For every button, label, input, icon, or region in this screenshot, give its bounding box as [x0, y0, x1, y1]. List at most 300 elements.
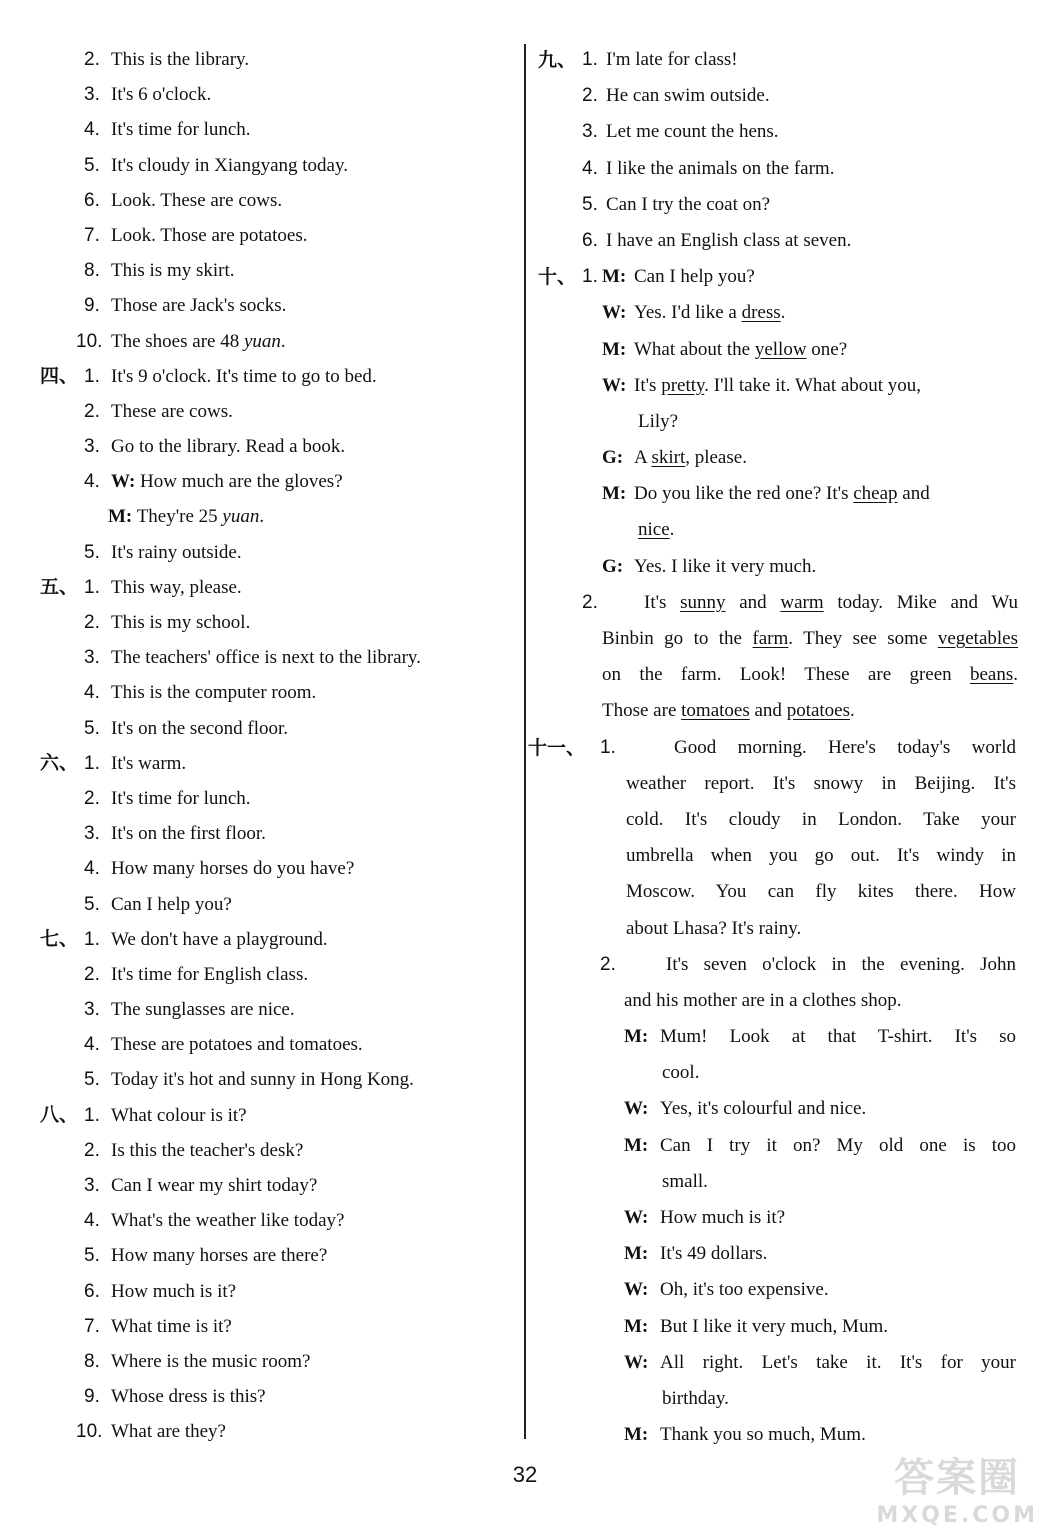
currency-word: yuan [243, 330, 281, 352]
answer-text: He can swim outside. [606, 85, 770, 107]
item-number: 5. [84, 1245, 100, 1267]
dialog-line [538, 1164, 1020, 1200]
answer-line [40, 183, 510, 218]
answer-text [111, 851, 354, 886]
dialog-text [634, 440, 1016, 476]
answer-text [111, 253, 235, 288]
item-number: 2. [582, 591, 598, 613]
answer-line [40, 1098, 510, 1133]
answer-phrase: Where is the music room? [111, 1350, 311, 1372]
answer-text [111, 1238, 327, 1273]
answer-line [40, 570, 510, 605]
passage-text: umbrella when you go out. It's windy in [626, 845, 1016, 867]
answer-phrase: It's rainy outside. [111, 541, 242, 563]
passage-text: and his mother are in a clothes shop. [624, 989, 902, 1011]
answer-phrase: Yes. I'd like a [634, 302, 742, 324]
item-number: 1. [84, 365, 100, 387]
answer-line [40, 394, 510, 429]
item-number: 4. [84, 1210, 100, 1232]
blank-answer: nice [638, 519, 670, 541]
section-label: 十一、 [528, 736, 586, 759]
item-number: 8. [84, 1350, 100, 1372]
dialog-line [538, 295, 1020, 331]
answer-text: I like the animals on the farm. [606, 157, 835, 179]
speaker-label: M: [624, 1315, 649, 1337]
answer-text [111, 887, 232, 922]
dialog-text [634, 368, 1016, 404]
item-number: 2. [84, 787, 100, 809]
dialog-text: Lily? [638, 410, 679, 432]
answer-line [538, 78, 1020, 114]
item-number: 4. [84, 119, 100, 141]
answer-line [40, 42, 510, 77]
answer-phrase: . [850, 700, 855, 722]
item-number: 1. [582, 266, 598, 288]
answer-text [111, 746, 186, 781]
passage-text [602, 657, 1018, 693]
passage-text [644, 585, 1018, 621]
blank-answer: tomatoes [681, 700, 750, 722]
watermark-top: 答案圈 [894, 1455, 1021, 1501]
answer-text [111, 675, 316, 710]
answer-phrase: How many horses do you have? [111, 858, 355, 880]
answer-punct: . [669, 519, 675, 541]
answer-text [111, 1203, 344, 1238]
answer-phrase: today. Mike and Wu [823, 591, 1018, 613]
speaker-label: W: [624, 1207, 649, 1228]
dialog-text [634, 332, 1016, 368]
dialog-text: Can I try it on? My old one is too [660, 1134, 1016, 1156]
section-label: 四、 [40, 364, 79, 387]
dialog-line [538, 1128, 1020, 1164]
blank-answer: farm [752, 628, 789, 649]
speaker-label: W: [111, 471, 136, 493]
answer-text [111, 77, 211, 112]
item-number: 7. [84, 1315, 100, 1337]
answer-text [111, 605, 250, 640]
item-number: 7. [84, 224, 100, 246]
item-number: 1. [582, 49, 598, 70]
dialog-text [634, 259, 1016, 295]
answer-line [40, 148, 510, 183]
passage-line [538, 983, 1020, 1019]
item-number: 6. [84, 1280, 100, 1302]
dialog-line [538, 1019, 1020, 1055]
item-number: 2. [582, 85, 598, 107]
section-label: 九、 [538, 49, 577, 71]
answer-phrase: What colour is it? [111, 1104, 247, 1126]
answer-phrase: It's time for lunch. [111, 119, 251, 141]
speaker-label: M: [624, 1424, 649, 1446]
answer-phrase: These are potatoes and tomatoes. [111, 1034, 363, 1056]
answer-line [40, 1203, 510, 1238]
answer-phrase: Go to the library. Read a book. [111, 436, 346, 458]
dialog-text: Mum! Look at that T-shirt. It's so [660, 1026, 1016, 1048]
column-divider [524, 44, 526, 1439]
answer-line [40, 1168, 510, 1203]
answer-line [40, 887, 510, 922]
answer-line [40, 1274, 510, 1309]
speaker-label: M: [108, 506, 133, 528]
answer-phrase: and [749, 700, 787, 722]
answer-line [40, 675, 510, 710]
answer-phrase: and [725, 591, 781, 613]
speaker-label: W: [602, 302, 627, 324]
answer-phrase: It's 6 o'clock. [111, 84, 212, 106]
answer-line [40, 324, 510, 359]
speaker-label: M: [602, 266, 627, 288]
answer-phrase: Yes. I like it very much. [634, 555, 817, 577]
dialog-line [538, 1309, 1020, 1345]
answer-phrase: Can I help you? [111, 893, 232, 915]
answer-phrase: Do you like the red one? It's [634, 483, 854, 505]
answer-line [538, 42, 1020, 78]
item-number: 5. [582, 193, 598, 215]
passage-text: Moscow. You can fly kites there. How [626, 881, 1016, 903]
passage-text [602, 693, 1018, 729]
answer-phrase: . [1013, 664, 1018, 686]
passage-line [538, 838, 1020, 874]
item-number: 1. [84, 752, 100, 774]
dialog-text: Yes, it's colourful and nice. [660, 1098, 867, 1120]
item-number: 2. [84, 1139, 100, 1161]
dialog-line [538, 440, 1020, 476]
answer-phrase: This is the computer room. [111, 682, 317, 704]
answer-phrase: Whose dress is this? [111, 1386, 266, 1408]
answer-phrase: . [780, 302, 786, 324]
dialog-text: It's 49 dollars. [660, 1243, 768, 1265]
answer-phrase: What about the [634, 338, 755, 360]
item-number: 3. [84, 999, 100, 1021]
answer-text [111, 218, 307, 253]
item-number: 4. [84, 858, 100, 880]
dialog-line [538, 1055, 1020, 1091]
answer-line [40, 1062, 510, 1097]
answer-line [40, 746, 510, 781]
item-number: 10. [76, 330, 103, 352]
answer-line [40, 711, 510, 746]
answer-text [111, 394, 233, 429]
answer-line [40, 218, 510, 253]
item-number: 2. [84, 49, 100, 70]
item-number: 5. [84, 1069, 100, 1091]
answer-text [111, 42, 249, 77]
answer-phrase: Can I wear my shirt today? [111, 1175, 318, 1196]
answer-phrase: Today it's hot and sunny in Hong Kong. [111, 1069, 414, 1091]
item-number: 2. [84, 612, 100, 633]
blank-answer: yellow [754, 338, 807, 360]
answer-text [111, 1062, 414, 1097]
answer-phrase: Those are Jack's socks. [111, 295, 287, 317]
passage-text [602, 621, 1018, 657]
dialog-text [634, 476, 1016, 512]
blank-answer: warm [780, 591, 824, 613]
right-column [528, 42, 1020, 1453]
answer-phrase: . They see some [788, 628, 938, 649]
item-number: 2. [84, 400, 100, 422]
item-number: 8. [84, 260, 100, 282]
item-number: 5. [84, 717, 100, 739]
dialog-text: But I like it very much, Mum. [660, 1315, 888, 1337]
answer-line [40, 851, 510, 886]
speaker-label: W: [624, 1351, 649, 1373]
passage-line [538, 585, 1020, 621]
item-number: 3. [84, 1175, 100, 1196]
passage-text: Good morning. Here's today's world [674, 736, 1016, 758]
section-label: 六、 [40, 751, 79, 774]
watermark-logo [876, 1446, 1038, 1528]
item-number: 5. [84, 893, 100, 915]
blank-answer: sunny [680, 591, 726, 613]
answer-text [111, 1027, 363, 1062]
dialog-line [538, 549, 1020, 585]
speaker-label: M: [624, 1026, 649, 1048]
dialog-line [538, 1381, 1020, 1417]
answer-line [40, 359, 510, 394]
dialog-line [538, 1200, 1020, 1236]
left-column [40, 42, 510, 1450]
item-number: 9. [84, 1386, 100, 1408]
answer-text [111, 429, 345, 464]
answer-line [40, 1133, 510, 1168]
dialog-line [538, 476, 1020, 512]
answer-phrase: What are they? [111, 1421, 226, 1443]
answer-line [40, 112, 510, 147]
answer-line [40, 992, 510, 1027]
answer-phrase: Look. These are cows. [111, 189, 283, 211]
answer-phrase: The teachers' office is next to the library. [111, 647, 421, 669]
passage-text: weather report. It's snowy in Beijing. It's [626, 772, 1016, 794]
passage-line [538, 766, 1020, 802]
passage-text: cold. It's cloudy in London. Take your [626, 808, 1016, 830]
answer-phrase: A [634, 447, 652, 469]
answer-text [111, 711, 288, 746]
answer-punct: . [259, 506, 265, 528]
answer-text [111, 1274, 236, 1309]
item-number: 4. [84, 471, 100, 493]
answer-phrase: What time is it? [111, 1315, 232, 1337]
answer-phrase: It's on the first floor. [111, 823, 266, 845]
answer-phrase: This is the library. [111, 49, 250, 70]
item-number: 5. [84, 541, 100, 563]
section-label: 五、 [40, 575, 79, 598]
answer-text: I have an English class at seven. [606, 229, 852, 251]
answer-phrase: It's [634, 374, 662, 396]
answer-text [111, 957, 308, 992]
answer-phrase: Look. Those are potatoes. [111, 224, 308, 246]
answer-text [111, 1379, 266, 1414]
passage-line [538, 621, 1020, 657]
passage-line [538, 802, 1020, 838]
answer-line [40, 1414, 510, 1449]
item-number: 3. [582, 121, 598, 143]
answer-text [111, 464, 343, 499]
passage-line [538, 693, 1020, 729]
passage-line [538, 947, 1020, 983]
dialog-text: cool. [662, 1062, 700, 1084]
section-label: 八、 [40, 1103, 79, 1126]
answer-line [40, 288, 510, 323]
answer-phrase: It's warm. [111, 752, 187, 774]
speaker-label: G: [602, 447, 624, 469]
answer-phrase: on the farm. Look! These are green [602, 664, 970, 686]
answer-phrase: It's 9 o'clock. It's time to go to bed. [111, 365, 377, 387]
answer-phrase: . I'll take it. What about you, [704, 374, 922, 396]
answer-line [40, 1238, 510, 1273]
answer-phrase: This way, please. [111, 576, 242, 598]
answer-phrase: These are cows. [111, 400, 233, 422]
blank-answer: potatoes [786, 700, 851, 722]
dialog-line [538, 368, 1020, 404]
answer-text [111, 816, 266, 851]
blank-answer: pretty [661, 374, 705, 396]
answer-phrase: How much are the gloves? [140, 471, 343, 493]
passage-line [528, 730, 1020, 766]
answer-text [111, 1414, 226, 1449]
answer-text: Let me count the hens. [606, 121, 779, 143]
dialog-line [538, 332, 1020, 368]
answer-phrase: It's on the second floor. [111, 717, 289, 739]
speaker-label: M: [602, 338, 627, 360]
dialog-text: birthday. [662, 1387, 729, 1409]
answer-phrase: This is my school. [111, 612, 251, 633]
dialog-text [638, 512, 674, 548]
passage-line [538, 657, 1020, 693]
answer-text [111, 570, 242, 605]
dialog-line [538, 1272, 1020, 1308]
answer-phrase: This is my skirt. [111, 260, 235, 282]
blank-answer: beans [969, 664, 1014, 686]
answer-line [538, 151, 1020, 187]
answer-punct: . [280, 330, 286, 352]
answer-phrase: It's time for lunch. [111, 787, 251, 809]
watermark-bottom: MXQE.COM [876, 1503, 1038, 1528]
answer-text [111, 1098, 247, 1133]
speaker-label: W: [624, 1279, 649, 1301]
answer-text [111, 922, 328, 957]
answer-line [40, 77, 510, 112]
answer-line [40, 253, 510, 288]
answer-line [40, 1379, 510, 1414]
page-number: 32 [512, 1462, 538, 1487]
answer-phrase: How much is it? [111, 1280, 237, 1302]
dialog-text: Thank you so much, Mum. [660, 1424, 866, 1446]
item-number: 6. [582, 229, 598, 251]
speaker-label: M: [624, 1134, 649, 1156]
item-number: 1. [84, 928, 100, 950]
answer-text [111, 112, 251, 147]
item-number: 3. [84, 823, 100, 845]
currency-word: yuan [222, 506, 260, 528]
dialog-line [538, 1236, 1020, 1272]
item-number: 4. [84, 682, 100, 704]
item-number: 4. [582, 157, 598, 179]
answer-line [40, 1309, 510, 1344]
item-number: 5. [84, 154, 100, 176]
dialog-text: All right. Let's take it. It's for your [660, 1351, 1016, 1373]
speaker-label: W: [624, 1098, 649, 1120]
dialog-line [538, 259, 1020, 295]
dialog-text: small. [662, 1170, 708, 1192]
item-number: 10. [76, 1421, 103, 1443]
item-number: 2. [84, 963, 100, 985]
dialog-line [538, 1091, 1020, 1127]
dialog-text: Oh, it's too expensive. [660, 1279, 829, 1301]
answer-line [40, 781, 510, 816]
answer-line [538, 187, 1020, 223]
answer-text [111, 148, 348, 183]
answer-text: I'm late for class! [606, 49, 738, 70]
section-label: 十、 [538, 266, 577, 289]
answer-phrase: one? [806, 338, 848, 360]
answer-phrase: Is this the teacher's desk? [111, 1139, 304, 1161]
answer-phrase: The shoes are 48 [111, 330, 244, 352]
answer-text [111, 781, 251, 816]
answer-text [111, 640, 421, 675]
blank-answer: dress [741, 302, 781, 324]
answer-phrase: It's cloudy in Xiangyang today. [111, 154, 349, 176]
passage-text: about Lhasa? It's rainy. [626, 917, 802, 939]
speaker-label: W: [602, 374, 627, 396]
answer-text [111, 535, 242, 570]
answer-line [538, 223, 1020, 259]
answer-text: Can I try the coat on? [606, 193, 771, 215]
answer-text [111, 1168, 317, 1203]
answer-line [40, 464, 510, 499]
answer-line [40, 605, 510, 640]
dialog-line [538, 404, 1020, 440]
item-number: 1. [84, 576, 100, 598]
item-number: 3. [84, 436, 100, 458]
answer-phrase: The sunglasses are nice. [111, 999, 295, 1021]
dialog-text [634, 549, 1016, 585]
answer-line [40, 1027, 510, 1062]
answer-text [111, 324, 286, 359]
answer-text [111, 183, 282, 218]
speaker-label: M: [624, 1243, 649, 1265]
item-number: 9. [84, 295, 100, 317]
answer-phrase: and [897, 483, 930, 505]
answer-phrase: Can I help you? [634, 266, 755, 288]
answer-text [111, 1133, 303, 1168]
answer-phrase: , please. [685, 447, 747, 469]
answer-line [40, 640, 510, 675]
answer-text [111, 359, 377, 394]
answer-line [40, 429, 510, 464]
answer-text [111, 992, 295, 1027]
dialog-text: How much is it? [660, 1207, 786, 1228]
answer-phrase: They're 25 [136, 506, 223, 528]
item-number: 3. [84, 84, 100, 106]
answer-line [40, 922, 510, 957]
section-label: 七、 [40, 927, 79, 950]
speaker-label: M: [602, 483, 627, 505]
item-number: 1. [600, 736, 616, 758]
answer-phrase: We don't have a playground. [111, 928, 328, 950]
answer-line [40, 535, 510, 570]
speaker-label: G: [602, 555, 624, 577]
answer-line [538, 114, 1020, 150]
passage-line [538, 874, 1020, 910]
answer-line [40, 1344, 510, 1379]
answer-line [40, 816, 510, 851]
answer-phrase: It's time for English class. [111, 963, 309, 985]
answer-line [40, 499, 510, 534]
item-number: 6. [84, 189, 100, 211]
answer-phrase: What's the weather like today? [111, 1210, 345, 1232]
item-number: 1. [84, 1104, 100, 1126]
answer-phrase: It's [644, 591, 681, 613]
